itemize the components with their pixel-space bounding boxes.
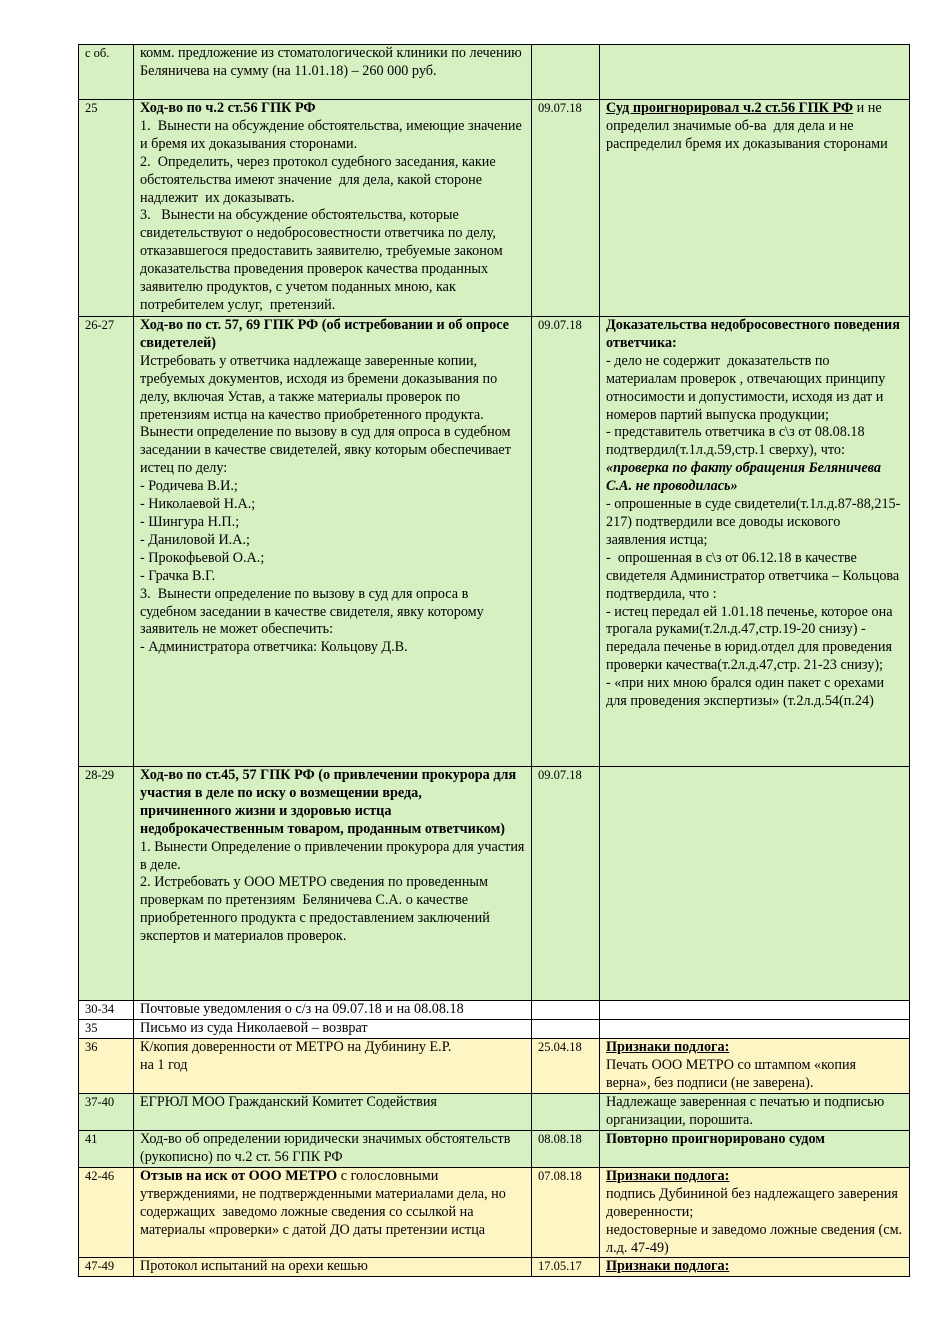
table-row xyxy=(79,317,910,767)
description-text: Ход-во об определении юридически значимых обстоятельств (рукописно) по ч.2 ст. 56 ГПК РФ xyxy=(140,1130,514,1165)
description-cell xyxy=(134,100,532,317)
description-text: на 1 год xyxy=(140,1056,188,1073)
table-row xyxy=(79,767,910,1001)
note-text: Печать ООО МЕТРО со штампом «копия верна», без подписи (не заверена). xyxy=(606,1056,860,1091)
description-text: Отзыв на иск от ООО МЕТРО xyxy=(140,1167,338,1184)
description-cell xyxy=(134,1001,532,1020)
note-text: - представитель ответчика в с\з от 08.08.18 подтвердил(т.1л.д.59,стр.1 сверху), что: xyxy=(606,424,869,459)
note-text: Надлежаще заверенная с печатью и подписью организации, порошита. xyxy=(606,1093,888,1128)
description-paragraph xyxy=(140,550,525,568)
note-cell xyxy=(600,1167,910,1258)
date-cell: 25.04.18 xyxy=(532,1038,600,1093)
date-cell: 09.07.18 xyxy=(532,767,600,1001)
description-paragraph xyxy=(140,568,525,586)
note-cell xyxy=(600,1001,910,1020)
description-paragraph xyxy=(140,639,525,657)
note-text: «проверка по факту обращения Беляничева С.А. не проводилась» xyxy=(606,460,885,495)
note-text: и не определил значимые об-ва для дела и не распределил бремя их доказывания сторонами xyxy=(606,100,888,152)
description-text: ЕГРЮЛ МОО Гражданский Комитет Содействия xyxy=(140,1093,437,1110)
description-cell xyxy=(134,45,532,100)
description-paragraph xyxy=(140,1258,525,1276)
sheet-number-cell: 26-27 xyxy=(79,317,134,767)
sheet-number-cell: 41 xyxy=(79,1130,134,1167)
description-cell xyxy=(134,1167,532,1258)
description-text: Почтовые уведомления о с/з на 09.07.18 и на 08.08.18 xyxy=(140,1001,464,1017)
table-row xyxy=(79,1038,910,1093)
table-row xyxy=(79,1130,910,1167)
note-cell xyxy=(600,1130,910,1167)
description-paragraph xyxy=(140,767,525,803)
description-paragraph xyxy=(140,1057,525,1075)
note-cell xyxy=(600,1038,910,1093)
description-text: 3. Вынести определение по вызову в суд для опроса в судебном заседании в качестве свидетеля, явку которому заявитель не может обеспечить: xyxy=(140,585,488,638)
note-paragraph xyxy=(606,1039,903,1057)
note-paragraph xyxy=(606,1168,903,1186)
note-cell xyxy=(600,100,910,317)
note-cell xyxy=(600,45,910,100)
table-row xyxy=(79,100,910,317)
note-text: недостоверные и заведомо ложные сведения (см. л.д. 47-49) xyxy=(606,1221,906,1256)
sheet-number-cell: 37-40 xyxy=(79,1093,134,1130)
sheet-number-cell: 36 xyxy=(79,1038,134,1093)
sheet-number-cell: 30-34 xyxy=(79,1001,134,1020)
description-paragraph xyxy=(140,353,525,425)
description-text: 1. Вынести Определение о привлечении прокурора для участия в деле. xyxy=(140,838,528,873)
description-paragraph xyxy=(140,100,525,118)
sheet-number-cell: с об. xyxy=(79,45,134,100)
note-paragraph xyxy=(606,353,903,425)
description-text: - Грачка В.Г. xyxy=(140,567,216,584)
description-paragraph xyxy=(140,45,525,81)
description-text: 2. Определить, через протокол судебного заседания, какие обстоятельства имеют значение для дела, какой стороне надлежит их доказывать. xyxy=(140,153,500,206)
note-paragraph xyxy=(606,1221,906,1258)
description-text: - Родичева В.И.; xyxy=(140,478,238,495)
description-paragraph xyxy=(140,478,525,496)
note-text: Суд проигнорировал ч.2 ст.56 ГПК РФ xyxy=(606,100,854,116)
note-paragraph xyxy=(606,100,903,154)
note-text: Признаки подлога: xyxy=(606,1258,730,1275)
date-cell xyxy=(532,1093,600,1130)
description-cell xyxy=(134,317,532,767)
date-cell xyxy=(532,1001,600,1020)
table-row xyxy=(79,1020,910,1039)
description-paragraph xyxy=(140,1168,525,1240)
description-paragraph xyxy=(140,803,525,839)
table-row xyxy=(79,1167,910,1258)
document-table xyxy=(78,44,910,1277)
note-text: Признаки подлога: xyxy=(606,1167,730,1184)
note-text: - истец передал ей 1.01.18 печенье, которое она трогала руками(т.2л.д.47,стр.19-20 снизу) - передала печенье в юрид.отдел для проведения проверки качества(т.2л.д.47,стр. 21-23 снизу); xyxy=(606,603,897,674)
date-cell xyxy=(532,1020,600,1039)
description-text: причиненного жизни и здоровью истца недоброкачественным товаром, проданным ответчиком) xyxy=(140,802,506,837)
note-text: - опрошенные в суде свидетели(т.1л.д.87-88,215-217) подтвердили все доводы искового заявления истца; xyxy=(606,496,901,548)
description-text: Вынести определение по вызову в суд для опроса в судебном заседании в качестве свидетелей, явку которым обеспечивает истец по делу: xyxy=(140,424,515,477)
note-text: - опрошенная в с\з от 06.12.18 в качестве свидетеля Администратор ответчика – Кольцова подтвердила, что : xyxy=(606,549,903,602)
note-cell xyxy=(600,1258,910,1277)
note-paragraph xyxy=(606,675,903,711)
note-text: Признаки подлога: xyxy=(606,1038,730,1055)
description-cell xyxy=(134,1093,532,1130)
description-paragraph xyxy=(140,496,525,514)
table-body xyxy=(79,45,910,1277)
description-text: 1. Вынести на обсуждение обстоятельства, имеющие значение и бремя их доказывания сторонами. xyxy=(140,117,526,152)
date-cell: 08.08.18 xyxy=(532,1130,600,1167)
note-paragraph xyxy=(606,1057,903,1093)
description-paragraph xyxy=(140,586,525,640)
description-paragraph xyxy=(140,317,525,353)
description-cell xyxy=(134,767,532,1001)
note-paragraph xyxy=(606,317,903,353)
note-paragraph xyxy=(606,550,903,604)
note-text: Доказательства недобросовестного поведения ответчика: xyxy=(606,317,904,351)
description-text: - Шингура Н.П.; xyxy=(140,513,240,530)
description-text: Ход-во по ст.45, 57 ГПК РФ (о привлечении прокурора для участия в деле по иску о возмещении вреда, xyxy=(140,767,520,801)
note-paragraph xyxy=(606,1258,903,1276)
sheet-number-cell: 28-29 xyxy=(79,767,134,1001)
description-text: - Даниловой И.А.; xyxy=(140,531,250,548)
description-paragraph xyxy=(140,424,525,478)
description-text: с голословными утверждениями, не подтвержденными материалами дела, но содержащих заведомо ложные сведения со ссылкой на материалы «проверки» с датой ДО даты претензии истца xyxy=(140,1167,510,1238)
sheet-number-cell: 25 xyxy=(79,100,134,317)
description-text: Протокол испытаний на орехи кешью xyxy=(140,1258,368,1275)
description-paragraph xyxy=(140,532,525,550)
description-text: - Администратора ответчика: Кольцову Д.В. xyxy=(140,639,408,656)
note-text: подпись Дубининой без надлежащего заверения доверенности; xyxy=(606,1185,902,1220)
description-paragraph xyxy=(140,1131,525,1167)
description-cell xyxy=(134,1258,532,1277)
description-paragraph xyxy=(140,154,525,208)
description-cell xyxy=(134,1038,532,1093)
note-text: Повторно проигнорировано судом xyxy=(606,1130,825,1147)
description-cell xyxy=(134,1130,532,1167)
description-text: Ход-во по ст. 57, 69 ГПК РФ (об истребовании и об опросе свидетелей) xyxy=(140,317,513,351)
note-paragraph xyxy=(606,424,903,496)
description-paragraph xyxy=(140,874,525,946)
note-paragraph xyxy=(606,1186,903,1222)
table-row xyxy=(79,45,910,100)
description-text: - Николаевой Н.А.; xyxy=(140,496,256,513)
table-row xyxy=(79,1001,910,1020)
note-text: - «при них мною брался один пакет с орехами для проведения экспертизы» (т.2л.д.54(п.24) xyxy=(606,675,892,710)
note-text: - дело не содержит доказательств по материалам проверок , отвечающих принципу относимости и допустимости, исходя из дат и номеров партий выпуска продукции; xyxy=(606,352,889,423)
date-cell: 07.08.18 xyxy=(532,1167,600,1258)
description-text: Письмо из суда Николаевой – возврат xyxy=(140,1020,368,1036)
note-cell xyxy=(600,1093,910,1130)
description-paragraph xyxy=(140,207,525,314)
description-text: 3. Вынести на обсуждение обстоятельства, которые свидетельствуют о недобросовестности ответчика по делу, отказавшегося предоставить заявителю, требуемые законом доказательства проведения проверок качества проданных заявителю продуктов, с учетом поданных мною, как потребителем услуг, претензий. xyxy=(140,207,507,313)
description-text: - Прокофьевой О.А.; xyxy=(140,549,265,566)
sheet-number-cell: 47-49 xyxy=(79,1258,134,1277)
table-row xyxy=(79,1258,910,1277)
description-paragraph xyxy=(140,1001,525,1019)
description-paragraph xyxy=(140,118,525,154)
description-paragraph xyxy=(140,514,525,532)
table-row xyxy=(79,1093,910,1130)
description-cell xyxy=(134,1020,532,1039)
description-paragraph xyxy=(140,1094,525,1112)
note-cell xyxy=(600,317,910,767)
note-paragraph xyxy=(606,1131,903,1149)
date-cell: 09.07.18 xyxy=(532,100,600,317)
description-paragraph xyxy=(140,838,528,875)
description-text: Истребовать у ответчика надлежаще заверенные копии, требуемых документов, исходя из бремени доказывания по делу, включая Устав, а также материалы проверок по претензиям истца на качество приобретенного продукта. xyxy=(140,352,501,423)
note-paragraph xyxy=(606,1094,903,1130)
note-cell xyxy=(600,1020,910,1039)
description-text: К/копия доверенности от МЕТРО на Дубинину Е.Р. xyxy=(140,1038,452,1055)
description-text: Ход-во по ч.2 ст.56 ГПК РФ xyxy=(140,100,316,116)
note-paragraph xyxy=(606,496,903,550)
date-cell xyxy=(532,45,600,100)
date-cell: 09.07.18 xyxy=(532,317,600,767)
note-paragraph xyxy=(606,604,903,676)
description-text: 2. Истребовать у ООО МЕТРО сведения по проведенным проверкам по претензиям Беляничева С.А. о качестве приобретенного продукта с предоставлением заключений экспертов и материалов проверок. xyxy=(140,874,494,945)
sheet-number-cell: 42-46 xyxy=(79,1167,134,1258)
sheet-number-cell: 35 xyxy=(79,1020,134,1039)
description-paragraph xyxy=(140,1039,525,1057)
note-cell xyxy=(600,767,910,1001)
date-cell: 17.05.17 xyxy=(532,1258,600,1277)
description-text: комм. предложение из стоматологической клиники по лечению Беляничева на сумму (на 11.01.18) – 260 000 руб. xyxy=(140,45,526,79)
description-paragraph xyxy=(140,1020,525,1038)
